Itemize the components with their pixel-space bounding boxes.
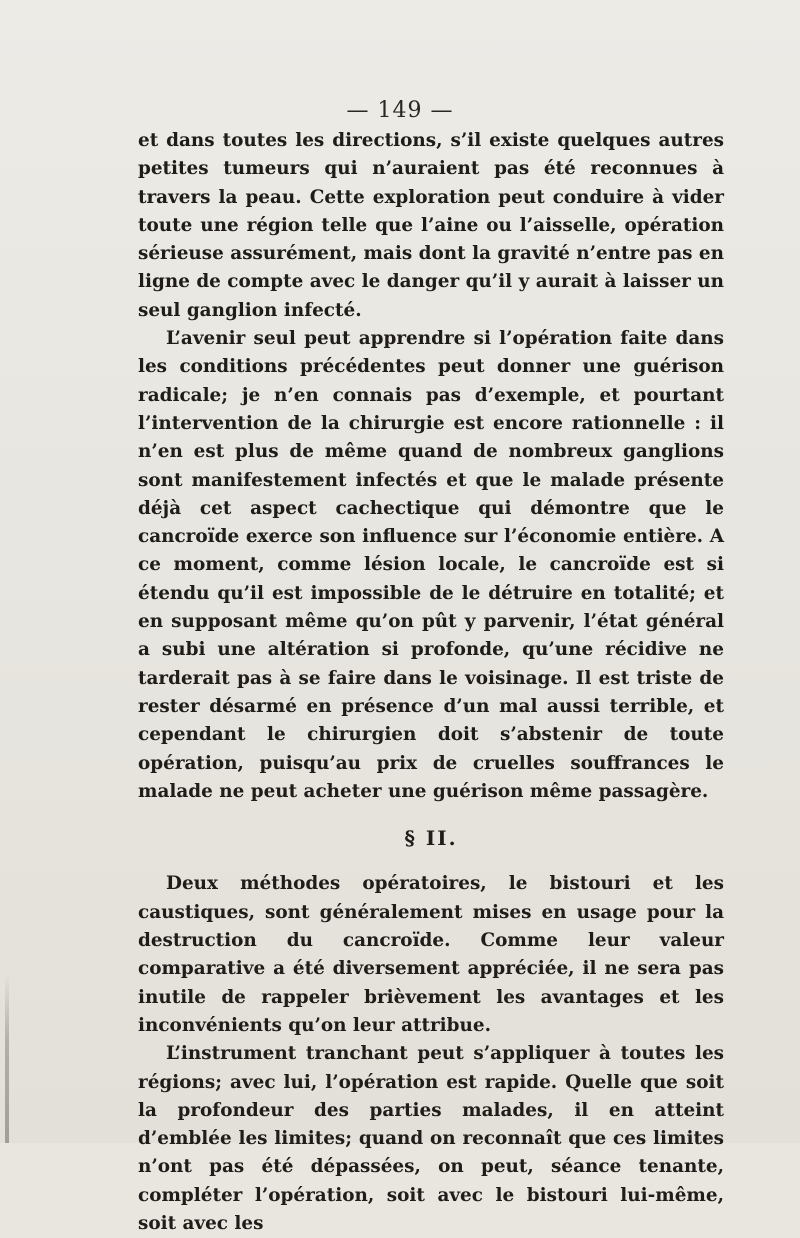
paragraph-3: Deux méthodes opératoires, le bistouri et les caustiques, sont généralement mises en usage pour la destruction du cancroïde. Comme leur valeur comparative a été diversement appréciée, il ne sera pas inutile de rappeler brièvement les avantages et les inconvénients qu’on leur attribue. <box>138 873 724 1036</box>
binding-shadow <box>5 975 9 1143</box>
section-heading: § II. <box>404 826 458 851</box>
body-text <box>138 127 724 1238</box>
page-number: — 149 — <box>346 98 454 123</box>
paragraph-2: L’avenir seul peut apprendre si l’opération faite dans les conditions précédentes peut donner une guérison radicale; je n’en connais pas d’exemple, et pourtant l’intervention de la chirurgie est encore rationnelle : il n’en est plus de même quand de nombreux ganglions sont manifestement infectés et que le malade présente déjà cet aspect cachectique qui démontre que le cancroïde exerce son influence sur l’économie entière. A ce moment, comme lésion locale, le cancroïde est si étendu qu’il est impossible de le détruire en totalité; et en supposant même qu’on pût y parvenir, l’état général a subi une altération si profonde, qu’une récidive ne tarderait pas à se faire dans le voisinage. Il est triste de rester désarmé en présence d’un mal aussi terrible, et cependant le chirurgien doit s’abstenir de toute opération, puisqu’au prix de cruelles souffrances le malade ne peut acheter une guérison même passagère. <box>138 328 724 802</box>
paragraph-1: et dans toutes les directions, s’il existe quelques autres petites tumeurs qui n’auraient pas été reconnues à travers la peau. Cette exploration peut conduire à vider toute une région telle que l’aine ou l’aisselle, opération sérieuse assurément, mais dont la gravité n’entre pas en ligne de compte avec le danger qu’il y aurait à laisser un seul ganglion infecté. <box>138 130 724 321</box>
paragraph-4: L’instrument tranchant peut s’appliquer à toutes les régions; avec lui, l’opération est rapide. Quelle que soit la profondeur des parties malades, il en atteint d’emblée les limites; quand on reconnaît que ces limites n’ont pas été dépassées, on peut, séance tenante, compléter l’opération, soit avec le bistouri lui-même, soit avec les <box>138 1043 724 1234</box>
